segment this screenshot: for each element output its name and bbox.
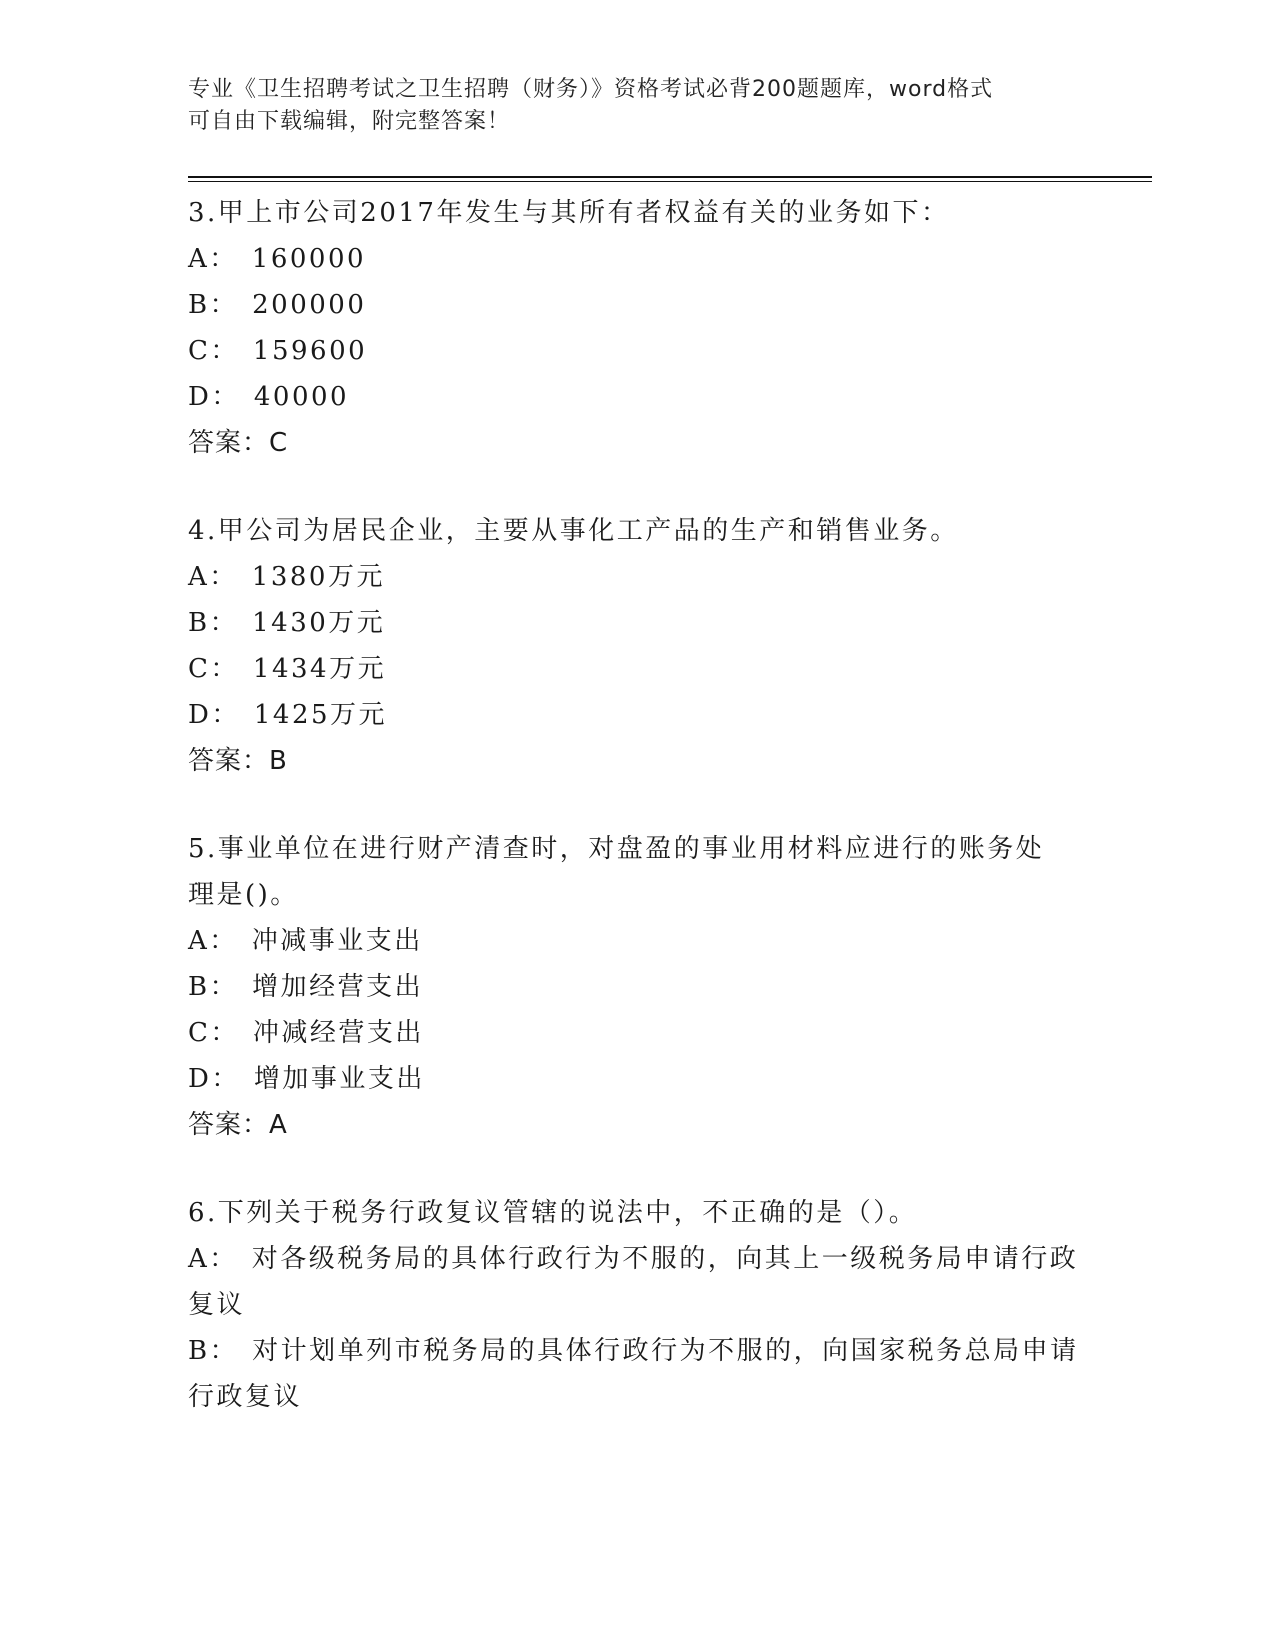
option-text: 40000 [253,382,350,412]
header-divider-thick [188,176,1152,178]
option-letter: D： [188,382,240,412]
option-letter: C： [188,336,239,366]
answer-key: 答案：A [188,1110,288,1140]
answer-option-line [188,1282,1078,1328]
option-letter: A： [188,1244,238,1274]
question-stem-line: 4.甲公司为居民企业，主要从事化工产品的生产和销售业务。 [188,516,959,546]
answer-option-line [188,282,1078,328]
question-stem-line: 6.下列关于税务行政复议管辖的说法中，不正确的是（）。 [188,1198,918,1228]
question-block [188,826,1078,1148]
option-text: 1434万元 [252,654,387,684]
question-block [188,1190,1078,1420]
question-stem-line: 3.甲上市公司2017年发生与其所有者权益有关的业务如下： [188,198,950,228]
answer-option-line [188,964,1078,1010]
option-text: 1380万元 [251,562,385,592]
option-text: 增加经营支出 [252,972,424,1002]
option-text: 冲减经营支出 [252,1018,424,1048]
option-letter: B： [188,972,239,1002]
option-text: 1430万元 [252,608,386,638]
answer-key: 答案：C [188,428,289,458]
answer-option-line [188,1056,1078,1102]
document-header [188,74,1068,138]
question-list [188,190,1078,1420]
answer-option-line [188,1374,1078,1420]
answer-option-line [188,1328,1078,1374]
option-text: 1425万元 [253,700,388,730]
option-letter: B： [188,1336,239,1366]
option-text: 对各级税务局的具体行政行为不服的，向其上一级税务局申请行政 [251,1244,1079,1274]
option-text: 对计划单列市税务局的具体行政行为不服的，向国家税务总局申请 [252,1336,1079,1366]
option-letter: A： [188,926,238,956]
option-text: 160000 [251,244,367,274]
answer-option-line [188,1236,1078,1282]
option-letter: D： [188,700,240,730]
question-block [188,508,1078,784]
answer-option-line [188,328,1078,374]
question-stem-line: 5.事业单位在进行财产清查时，对盘盈的事业用材料应进行的账务处 [188,834,1045,864]
option-letter: D： [188,1064,240,1094]
question-block [188,190,1078,466]
answer-option-line [188,600,1078,646]
answer-option-line [188,236,1078,282]
option-text: 200000 [252,290,367,320]
header-divider-thin [188,181,1152,182]
answer-option-line [188,374,1078,420]
answer-option-line [188,918,1078,964]
header-line-2: 可自由下载编辑，附完整答案！ [188,109,511,134]
option-text: 增加事业支出 [253,1064,425,1094]
option-letter: C： [188,654,239,684]
question-stem-line: 理是()。 [188,880,299,910]
answer-key: 答案：B [188,746,288,776]
answer-option-line [188,1010,1078,1056]
option-letter: B： [188,290,239,320]
option-text: 行政复议 [188,1382,303,1412]
answer-option-line [188,646,1078,692]
option-letter: C： [188,1018,239,1048]
option-letter: A： [188,244,238,274]
option-letter: A： [188,562,238,592]
option-letter: B： [188,608,239,638]
option-text: 冲减事业支出 [251,926,423,956]
option-text: 复议 [188,1290,246,1320]
answer-option-line [188,692,1078,738]
option-text: 159600 [252,336,368,366]
answer-option-line [188,554,1078,600]
header-line-1: 专业《卫生招聘考试之卫生招聘（财务）》资格考试必背200题题库，word格式 [188,77,994,102]
